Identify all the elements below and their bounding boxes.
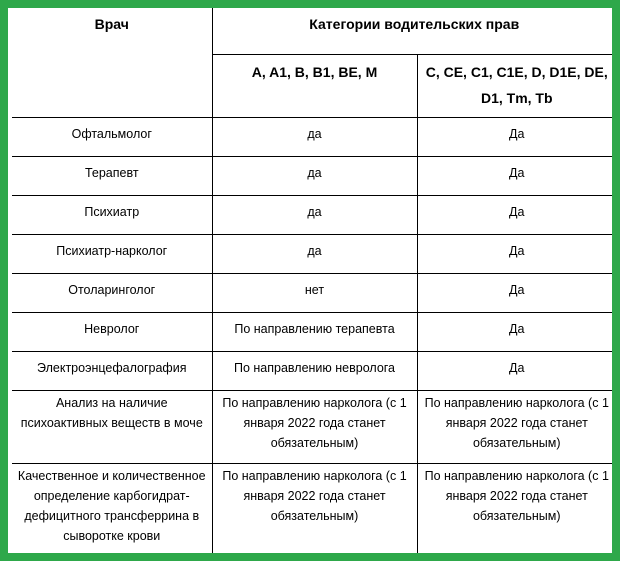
group1-cell: да	[212, 118, 417, 157]
group1-cell: нет	[212, 274, 417, 313]
group2-cell: Да	[417, 313, 616, 352]
table-row	[12, 157, 616, 196]
table-row	[12, 391, 616, 464]
group2-cell: Да	[417, 235, 616, 274]
doctor-cell: Офтальмолог	[12, 118, 212, 157]
group2-cell: Да	[417, 352, 616, 391]
group1-cell: По направлению невролога	[212, 352, 417, 391]
table-row	[12, 196, 616, 235]
group1-cell: По направлению нарколога (с 1 января 2022 года станет обязательным)	[212, 464, 417, 561]
group2-cell: По направлению нарколога (с 1 января 2022 года станет обязательным)	[417, 391, 616, 464]
header-doctor-empty	[12, 55, 212, 118]
doctor-cell: Качественное и количественное определение карбогидрат-дефицитного трансферрина в сыворотке крови	[12, 464, 212, 561]
group2-cell: Да	[417, 118, 616, 157]
subheader-row	[12, 55, 616, 118]
header-doctor: Врач	[12, 8, 212, 55]
group1-cell: По направлению нарколога (с 1 января 2022 года станет обязательным)	[212, 391, 417, 464]
table-row	[12, 313, 616, 352]
header-row	[12, 8, 616, 55]
table-row	[12, 352, 616, 391]
doctor-cell: Отоларинголог	[12, 274, 212, 313]
group1-cell: По направлению терапевта	[212, 313, 417, 352]
doctor-cell: Терапевт	[12, 157, 212, 196]
table-row	[12, 235, 616, 274]
group2-cell: Да	[417, 196, 616, 235]
table-row	[12, 464, 616, 561]
group2-cell: По направлению нарколога (с 1 января 2022 года станет обязательным)	[417, 464, 616, 561]
group1-cell: да	[212, 235, 417, 274]
doctor-cell: Анализ на наличие психоактивных веществ в моче	[12, 391, 212, 464]
table-row	[12, 274, 616, 313]
header-categories: Категории водительских прав	[212, 8, 616, 55]
group2-cell: Да	[417, 157, 616, 196]
requirements-table	[12, 8, 616, 561]
doctor-cell: Невролог	[12, 313, 212, 352]
table-row	[12, 118, 616, 157]
group1-cell: да	[212, 196, 417, 235]
header-group1: A, A1, B, B1, BE, M	[212, 55, 417, 118]
doctor-cell: Психиатр-нарколог	[12, 235, 212, 274]
header-group2: C, CE, C1, C1E, D, D1E, DE, D1, Tm, Tb	[417, 55, 616, 118]
doctor-cell: Психиатр	[12, 196, 212, 235]
doctor-cell: Электроэнцефалография	[12, 352, 212, 391]
group1-cell: да	[212, 157, 417, 196]
group2-cell: Да	[417, 274, 616, 313]
